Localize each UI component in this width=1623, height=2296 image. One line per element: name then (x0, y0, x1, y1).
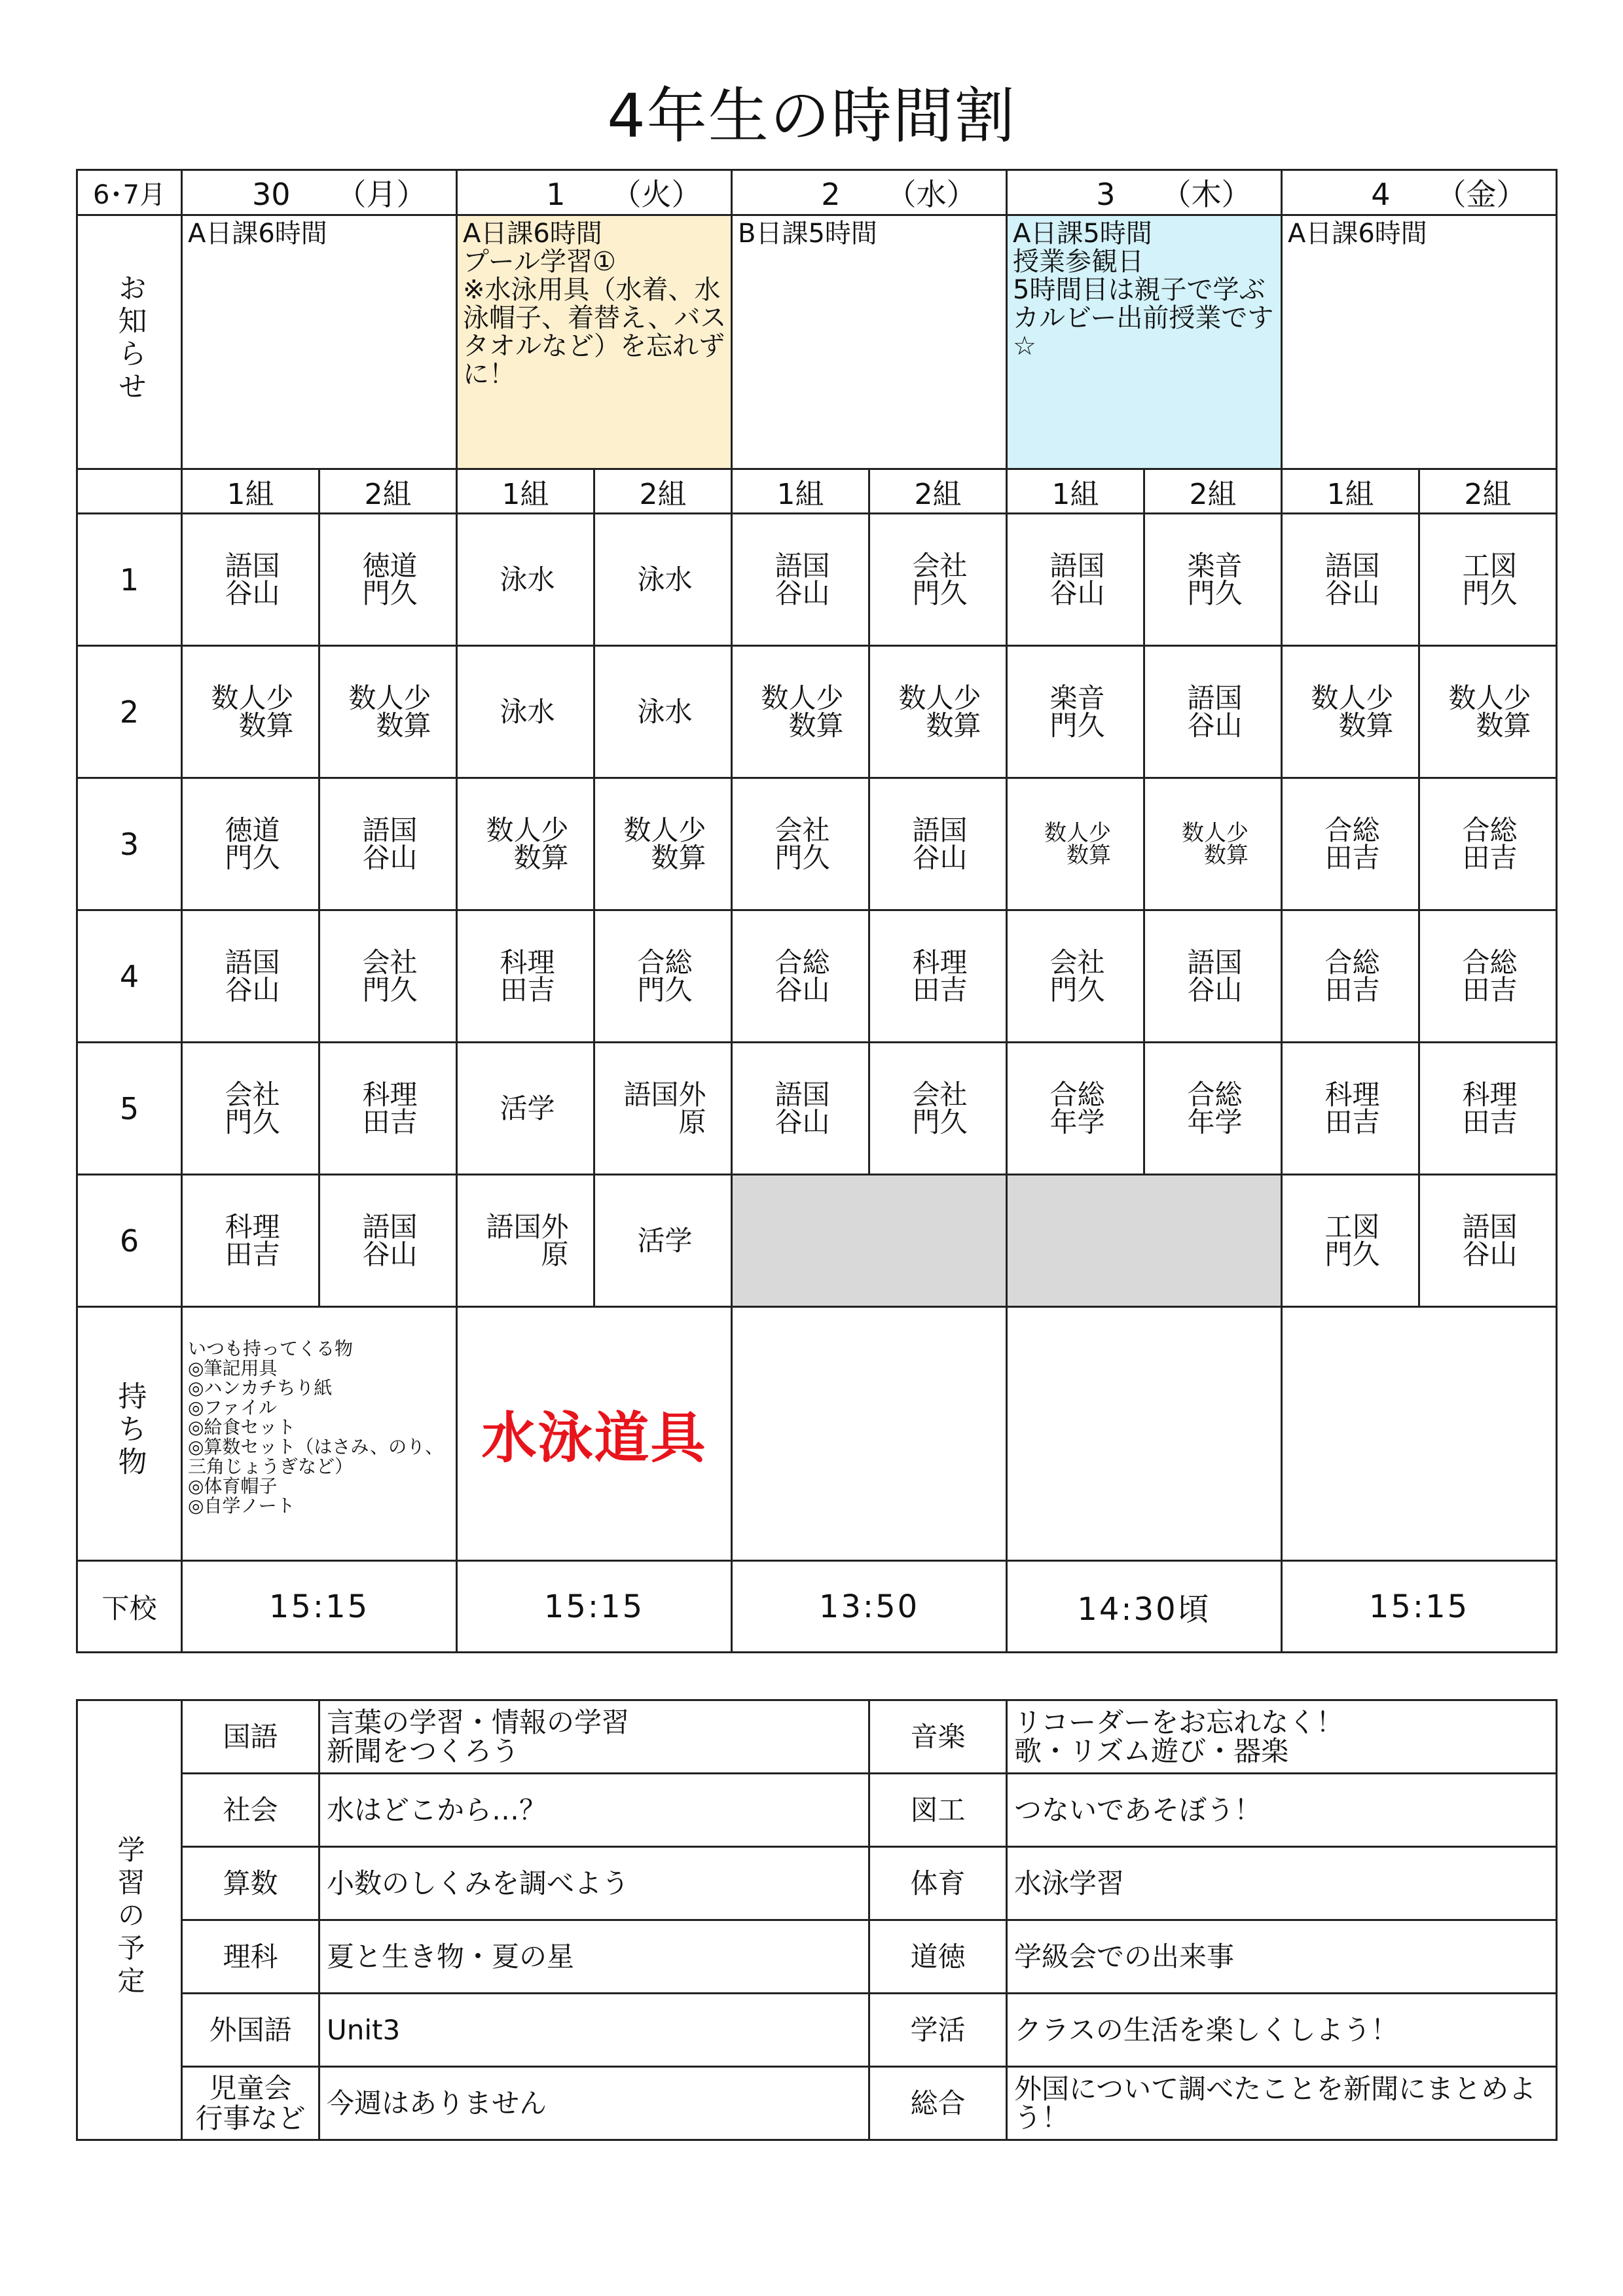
plan-row (77, 1920, 1557, 1994)
date-header-row (77, 170, 1557, 215)
plan-text: リコーダーをお忘れなく！ 歌・リズム遊び・器楽 (1007, 1700, 1557, 1774)
belongings-list: いつも持ってくる物 ◎筆記用具 ◎ハンカチちり紙 ◎ファイル ◎給食セット ◎算数セット（はさみ、のり、三角じょうぎなど） ◎体育帽子 ◎自学ノート (182, 1307, 457, 1561)
plan-subject: 算数 (182, 1847, 319, 1920)
subject-cell: 総吉 合田 (1282, 910, 1419, 1043)
class-label: 1組 (1007, 469, 1144, 514)
subject-cell: 理吉 科田 (1282, 1043, 1419, 1175)
plan-row (77, 2067, 1557, 2140)
plan-text: 外国について調べたことを新聞にまとめよう！ (1007, 2067, 1557, 2140)
period-number: 2 (77, 646, 182, 778)
month-label: 6･7月 (77, 170, 182, 215)
subject-cell: 少算 人数 数 (457, 778, 594, 910)
belongings-cell (1007, 1307, 1282, 1561)
period-row (77, 778, 1557, 910)
class-label: 1組 (457, 469, 594, 514)
subject-cell: 国山 語谷 (732, 1043, 869, 1175)
belongings-cell (732, 1307, 1007, 1561)
subject-cell: 社久 会門 (1007, 910, 1144, 1043)
notice-cell: A日課5時間 授業参観日 5時間目は親子で学ぶカルビー出前授業です☆ (1007, 215, 1282, 469)
plan-row (77, 1994, 1557, 2067)
belongings-highlight: 水泳道具 (457, 1307, 732, 1561)
subject-cell: 国山 語谷 (1144, 910, 1282, 1043)
plan-text: 言葉の学習・情報の学習 新聞をつくろう (319, 1700, 869, 1774)
subject-cell: 道久 徳門 (319, 514, 457, 646)
day-header: 1 （火） (457, 170, 732, 215)
subject-cell: 国山 語谷 (732, 514, 869, 646)
subject-cell: 総山 合谷 (732, 910, 869, 1043)
subject-cell: 社久 会門 (182, 1043, 319, 1175)
subject-cell: 少算 人数 数 (732, 646, 869, 778)
dismissal-time: 15:15 (182, 1561, 457, 1653)
plan-text: 今週はありません (319, 2067, 869, 2140)
subject-cell: 水 泳 (457, 646, 594, 778)
class-label: 2組 (319, 469, 457, 514)
period-row (77, 910, 1557, 1043)
no-class-cell (732, 1175, 1007, 1307)
day-header: 2 （水） (732, 170, 1007, 215)
subject-cell: 音久 楽門 (1144, 514, 1282, 646)
subject-cell: 総吉 合田 (1419, 910, 1557, 1043)
subject-cell: 図久 工門 (1282, 1175, 1419, 1307)
plan-subject: 外国語 (182, 1994, 319, 2067)
notice-row (77, 215, 1557, 469)
plan-subject: 児童会 行事など (182, 2067, 319, 2140)
dismissal-time: 15:15 (1282, 1561, 1557, 1653)
no-class-cell (1007, 1175, 1282, 1307)
period-row (77, 1043, 1557, 1175)
subject-cell: 外原 国 語 (594, 1043, 732, 1175)
period-row (77, 1175, 1557, 1307)
study-plan-label: 学習の予定 (77, 1700, 182, 2140)
notice-cell: B日課5時間 (732, 215, 1007, 469)
plan-text: クラスの生活を楽しくしよう！ (1007, 1994, 1557, 2067)
dismissal-time: 13:50 (732, 1561, 1007, 1653)
subject-cell: 理吉 科田 (182, 1175, 319, 1307)
plan-text: 夏と生き物・夏の星 (319, 1920, 869, 1994)
plan-subject: 学活 (869, 1994, 1007, 2067)
plan-text: Unit3 (319, 1994, 869, 2067)
subject-cell: 少算 人数 数 (319, 646, 457, 778)
dismissal-time: 14:30頃 (1007, 1561, 1282, 1653)
subject-cell: 国山 語谷 (869, 778, 1007, 910)
weekly-timetable (76, 169, 1558, 1653)
subject-cell: 総学 合年 (1144, 1043, 1282, 1175)
plan-row (77, 1700, 1557, 1774)
subject-cell: 図久 工門 (1419, 514, 1557, 646)
belongings-cell (1282, 1307, 1557, 1561)
subject-cell: 少算 人数 数 (869, 646, 1007, 778)
class-label: 2組 (869, 469, 1007, 514)
subject-cell: 国山 語谷 (319, 1175, 457, 1307)
notice-cell: A日課6時間 (1282, 215, 1557, 469)
plan-text: 学級会での出来事 (1007, 1920, 1557, 1994)
subject-cell: 水 泳 (457, 514, 594, 646)
subject-cell: 国山 語谷 (182, 514, 319, 646)
plan-subject: 図工 (869, 1774, 1007, 1847)
period-number: 3 (77, 778, 182, 910)
class-label: 1組 (182, 469, 319, 514)
subject-cell: 社久 会門 (732, 778, 869, 910)
subject-cell: 少算 人数 数 (1419, 646, 1557, 778)
dismissal-label: 下校 (77, 1561, 182, 1653)
plan-row (77, 1774, 1557, 1847)
belongings-label: 持ち物 (77, 1307, 182, 1561)
subject-cell: 水 泳 (594, 514, 732, 646)
subject-cell: 国山 語谷 (1144, 646, 1282, 778)
period-row (77, 514, 1557, 646)
notice-cell: A日課6時間 (182, 215, 457, 469)
subject-cell: 水 泳 (594, 646, 732, 778)
plan-text: 水泳学習 (1007, 1847, 1557, 1920)
subject-cell: 社久 会門 (869, 1043, 1007, 1175)
subject-cell: 総吉 合田 (1419, 778, 1557, 910)
plan-text: 水はどこから…？ (319, 1774, 869, 1847)
subject-cell: 音久 楽門 (1007, 646, 1144, 778)
period-number: 1 (77, 514, 182, 646)
notice-label: お知らせ (77, 215, 182, 469)
period-number: 4 (77, 910, 182, 1043)
class-label: 2組 (594, 469, 732, 514)
notice-cell: A日課6時間 プール学習① ※水泳用具（水着、水泳帽子、着替え、バスタオルなど）を忘れずに！ (457, 215, 732, 469)
subject-cell: 学 活 (594, 1175, 732, 1307)
page-title: 4年生の時間割 (607, 81, 1016, 151)
subject-cell: 学 活 (457, 1043, 594, 1175)
subject-cell: 少算 人数 数 (1282, 646, 1419, 778)
plan-row (77, 1847, 1557, 1920)
day-header: 30 （月） (182, 170, 457, 215)
subject-cell: 少算 人数 数 (182, 646, 319, 778)
plan-subject: 体育 (869, 1847, 1007, 1920)
plan-subject: 総合 (869, 2067, 1007, 2140)
period-number: 6 (77, 1175, 182, 1307)
subject-cell: 理吉 科田 (1419, 1043, 1557, 1175)
dismissal-time: 15:15 (457, 1561, 732, 1653)
period-number: 5 (77, 1043, 182, 1175)
subject-cell: 国山 語谷 (1419, 1175, 1557, 1307)
belongings-row (77, 1307, 1557, 1561)
class-header-row (77, 469, 1557, 514)
day-header: 3 （木） (1007, 170, 1282, 215)
subject-cell: 少算 人数 数 (1144, 778, 1282, 910)
plan-subject: 道徳 (869, 1920, 1007, 1994)
subject-cell: 国山 語谷 (182, 910, 319, 1043)
subject-cell: 少算 人数 数 (1007, 778, 1144, 910)
plan-text: 小数のしくみを調べよう (319, 1847, 869, 1920)
subject-cell: 総学 合年 (1007, 1043, 1144, 1175)
plan-subject: 理科 (182, 1920, 319, 1994)
subject-cell: 理吉 科田 (457, 910, 594, 1043)
subject-cell: 理吉 科田 (869, 910, 1007, 1043)
subject-cell: 総久 合門 (594, 910, 732, 1043)
subject-cell: 道久 徳門 (182, 778, 319, 910)
subject-cell: 社久 会門 (319, 910, 457, 1043)
plan-subject: 社会 (182, 1774, 319, 1847)
plan-subject: 音楽 (869, 1700, 1007, 1774)
subject-cell: 総吉 合田 (1282, 778, 1419, 910)
day-header: 4 （金） (1282, 170, 1557, 215)
subject-cell: 国山 語谷 (1007, 514, 1144, 646)
dismissal-row (77, 1561, 1557, 1653)
subject-cell: 社久 会門 (869, 514, 1007, 646)
subject-cell: 国山 語谷 (319, 778, 457, 910)
class-label: 1組 (1282, 469, 1419, 514)
blank-corner (77, 469, 182, 514)
subject-cell: 国山 語谷 (1282, 514, 1419, 646)
study-plan-table (76, 1699, 1558, 2141)
period-row (77, 646, 1557, 778)
class-label: 2組 (1419, 469, 1557, 514)
class-label: 2組 (1144, 469, 1282, 514)
subject-cell: 理吉 科田 (319, 1043, 457, 1175)
subject-cell: 外原 国 語 (457, 1175, 594, 1307)
class-label: 1組 (732, 469, 869, 514)
plan-subject: 国語 (182, 1700, 319, 1774)
plan-text: つないであそぼう！ (1007, 1774, 1557, 1847)
subject-cell: 少算 人数 数 (594, 778, 732, 910)
